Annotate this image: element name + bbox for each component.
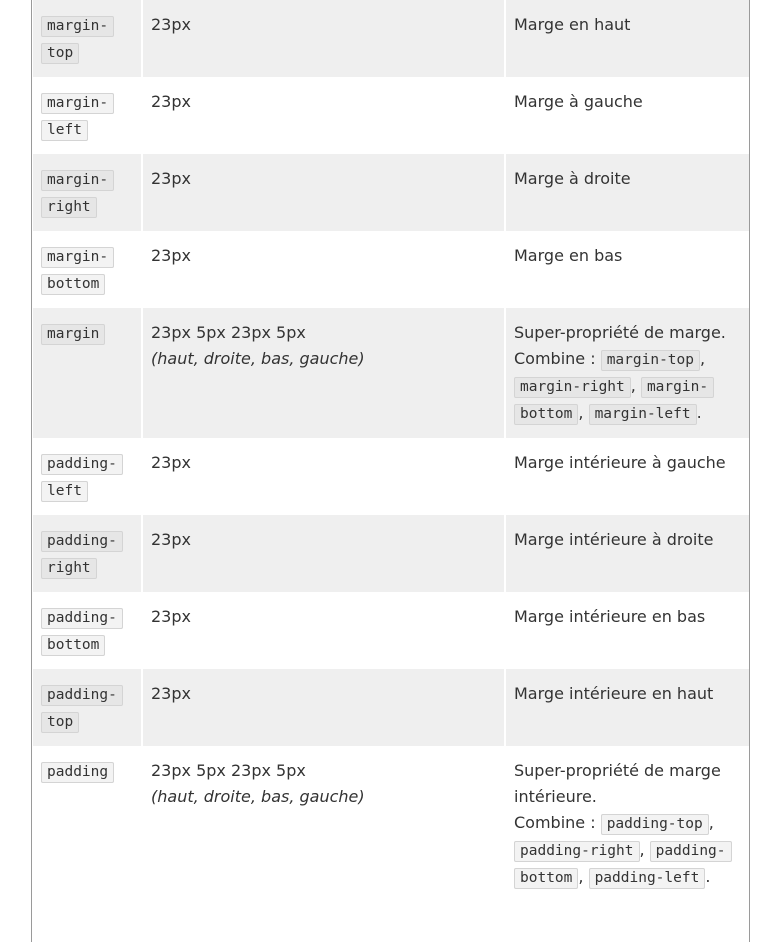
table-row (33, 438, 750, 515)
value-cell: 23px (143, 154, 504, 231)
combined-property-code: padding-bottom (514, 841, 732, 889)
value-cell: 23px (143, 592, 504, 669)
description-cell: Marge intérieure en bas (506, 592, 750, 669)
css-properties-table (31, 0, 750, 902)
table-row (33, 231, 750, 308)
property-cell (33, 154, 141, 231)
combined-property-code: margin-left (589, 404, 697, 425)
description-cell: Super-propriété de marge intérieure. Combine : padding-top , padding-right , padding-bottom , padding-left . (506, 746, 750, 902)
property-cell (33, 0, 141, 77)
property-code: margin- left (41, 93, 114, 141)
property-cell (33, 438, 141, 515)
value-cell (143, 308, 504, 438)
table-row (33, 669, 750, 746)
description-cell: Marge à gauche (506, 77, 750, 154)
property-cell (33, 669, 141, 746)
table-row (33, 515, 750, 592)
value-cell: 23px (143, 231, 504, 308)
value-cell: 23px (143, 438, 504, 515)
property-code: margin- right (41, 170, 114, 218)
property-code: padding- top (41, 685, 123, 733)
property-cell (33, 515, 141, 592)
property-cell (33, 308, 141, 438)
property-code: margin (41, 324, 105, 345)
table-row (33, 746, 750, 902)
combine-label: Combine : (514, 813, 596, 832)
description-cell: Marge en bas (506, 231, 750, 308)
description-cell: Marge intérieure en haut (506, 669, 750, 746)
combined-property-code: margin-top (601, 350, 700, 371)
value-note: (haut, droite, bas, gauche) (151, 787, 365, 806)
value-note: (haut, droite, bas, gauche) (151, 349, 365, 368)
combined-property-code: padding-left (589, 868, 706, 889)
value-text: 23px 5px 23px 5px (151, 323, 306, 342)
property-code: margin- top (41, 16, 114, 64)
property-cell (33, 592, 141, 669)
content-frame (31, 0, 750, 942)
property-cell (33, 231, 141, 308)
table-row (33, 0, 750, 77)
table-row (33, 592, 750, 669)
combined-property-code: margin-bottom (514, 377, 714, 425)
table-row (33, 77, 750, 154)
property-code: padding- right (41, 531, 123, 579)
table-row (33, 308, 750, 438)
table-row (33, 154, 750, 231)
combine-label: Combine : (514, 349, 596, 368)
value-cell: 23px (143, 77, 504, 154)
value-text: 23px 5px 23px 5px (151, 761, 306, 780)
property-code: padding- left (41, 454, 123, 502)
property-code: padding (41, 762, 114, 783)
property-cell (33, 746, 141, 902)
description-cell: Marge intérieure à gauche (506, 438, 750, 515)
value-cell (143, 746, 504, 902)
combined-property-code: padding-right (514, 841, 640, 862)
value-cell: 23px (143, 669, 504, 746)
description-cell: Super-propriété de marge. Combine : margin-top , margin-right , margin-bottom , margin-left . (506, 308, 750, 438)
description-text: Super-propriété de marge. (514, 323, 726, 342)
combined-property-code: margin-right (514, 377, 631, 398)
description-cell: Marge intérieure à droite (506, 515, 750, 592)
value-cell: 23px (143, 0, 504, 77)
value-cell: 23px (143, 515, 504, 592)
property-code: padding- bottom (41, 608, 123, 656)
combined-property-code: padding-top (601, 814, 709, 835)
description-cell: Marge en haut (506, 0, 750, 77)
description-cell: Marge à droite (506, 154, 750, 231)
description-text: Super-propriété de marge intérieure. (514, 761, 721, 806)
property-cell (33, 77, 141, 154)
property-code: margin- bottom (41, 247, 114, 295)
